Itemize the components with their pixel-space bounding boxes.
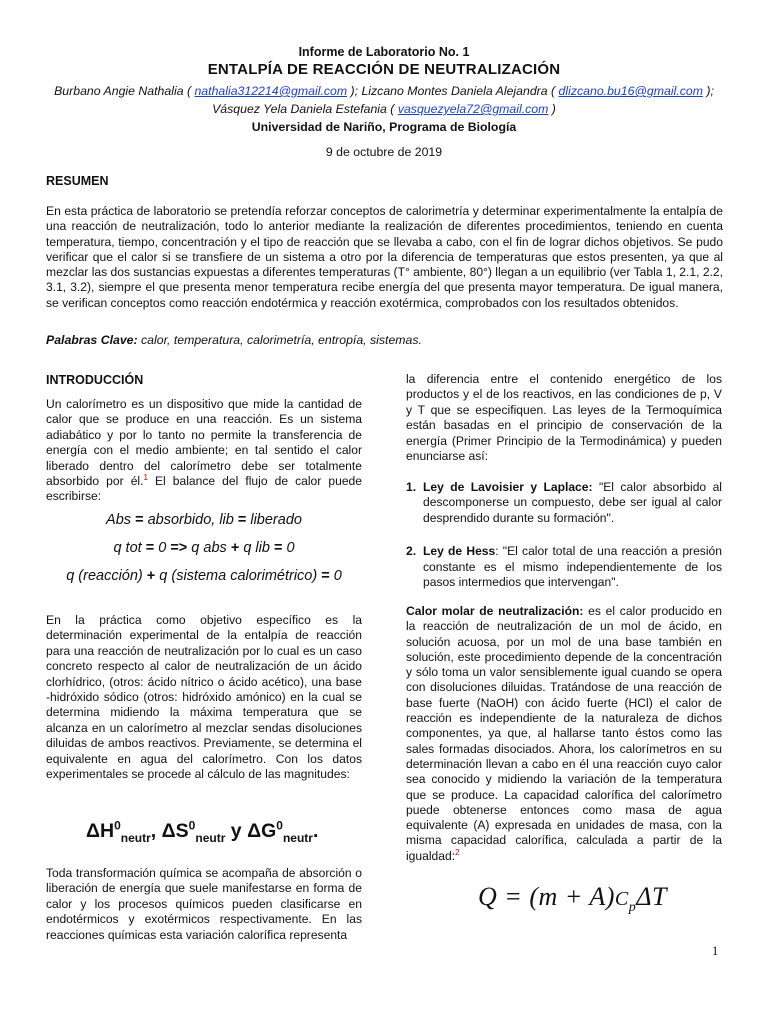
delta-h-sup: 0	[114, 818, 121, 833]
resumen-heading: RESUMEN	[46, 174, 109, 188]
eq1-term-c: liberado	[250, 512, 302, 528]
heat-formula	[478, 882, 667, 916]
formula-equals: =	[504, 882, 523, 911]
intro-paragraph-2: En la práctica como objetivo específico es la determinación experimental de la entalpía de reacción para una reacción de neutralización por lo cual es un caso concreto respecto al calor de neutralización de un ácido clorhídrico, (otros: ácido nítrico o ácido acético), una base -hidróxido sódico (otros: hidróxido amónico) en la cual se determina midiendo la máxima temperatura que se alcanza en un calorímetro al mezclar sendas disoluciones diluidas de ambos reactivos. Previamente, se determina el equivalente en agua del calorímetro. Con los datos experimentales se procede al cálculo de las magnitudes:	[46, 613, 362, 782]
eq3-term-c: 0	[333, 568, 342, 584]
formula-c: C	[614, 888, 629, 910]
author-3-email[interactable]: vasquezyela72@gmail.com	[397, 102, 549, 116]
calor-molar-label: Calor molar de neutralización:	[406, 604, 584, 618]
delta-s-sub: neutr	[195, 830, 226, 845]
eq1-operator: =	[135, 512, 144, 528]
eq2-implies: =>	[170, 540, 188, 556]
authors-line-2	[0, 102, 768, 116]
author-3-after: )	[551, 102, 556, 116]
keywords-label: Palabras Clave:	[46, 333, 138, 347]
eq2-plus: +	[230, 540, 240, 556]
right-paragraph-2	[406, 604, 722, 864]
law-item-2	[406, 544, 722, 590]
separator-1: ,	[150, 820, 157, 842]
law-1-title: Ley de Lavoisier y Laplace:	[423, 480, 593, 494]
eq2-term-d: q lib	[243, 540, 270, 556]
eq2-operator: =	[145, 540, 155, 556]
calor-molar-text: es el calor producido en la reacción de neutralización de un mol de ácido, en solución acuosa, por un mol de una base también en solución, este procedimiento depende de la concentración y sólo toma un valor sensiblemente igual cuando se opera con disoluciones diluidas. Tratándose de una reacción de base fuerte (NaOH) con ácido fuerte (HCl) el calor de reacción es independiente de la naturaleza de dichos componentes, ya que, al hallarse tanto éstos como las sales formadas disociados. Ahora, los calorímetros en su determinación llevan a cabo en él una reacción cuyo calor sea conocido y midiendo la variación de la temperatura que se produce. La capacidad calorífica del calorímetro puede obtenerse entonces como masa de agua equivalente (A) expresada en unidades de masa, con la misma capacidad calorífica, calculada a partir de la igualdad:	[406, 604, 722, 863]
affiliation: Universidad de Nariño, Programa de Biología	[251, 120, 517, 134]
equation-2	[46, 541, 362, 555]
formula-m: (m	[529, 882, 558, 911]
delta-h: ΔH	[86, 820, 115, 842]
keywords-text: calor, temperatura, calorimetría, entropía, sistemas.	[141, 333, 422, 347]
author-1-after: );	[350, 84, 359, 98]
equation-3	[46, 569, 362, 583]
intro-heading: INTRODUCCIÓN	[46, 373, 144, 387]
authors-line-1	[0, 84, 768, 98]
law-1-number: 1.	[406, 480, 417, 494]
intro-paragraph-1	[46, 397, 362, 505]
eq3-plus: +	[146, 568, 156, 584]
conjunction: y	[230, 820, 242, 842]
eq2-operator-4: =	[273, 540, 283, 556]
delta-s-sup: 0	[188, 818, 196, 833]
eq1-term-b: absorbido, lib	[147, 512, 234, 528]
formula-q: Q	[478, 882, 498, 911]
keywords	[46, 333, 422, 347]
date: 9 de octubre de 2019	[325, 145, 443, 159]
intro-p1-text: Un calorímetro es un dispositivo que mide la cantidad de calor que se produce en una reacción. Es un sistema adiabático y por lo tanto no permite la transferencia de energía con el medio ambiente; en tal sentido el calor liberado dentro del calorímetro debe ser totalmente absorbido por él.	[46, 397, 362, 489]
eq3-term-a: q (reacción)	[66, 568, 143, 584]
law-2-title: Ley de Hess	[423, 544, 496, 559]
formula-plus: +	[564, 882, 583, 911]
intro-p1-end: El balance del flujo de calor puede escribirse:	[46, 474, 362, 504]
resumen-body: En esta práctica de laboratorio se pretendía reforzar conceptos de calorimetría y determinar experimentalmente la entalpía de una reacción de neutralización, todo lo anterior mediante la realización de diferentes procedimientos, teniendo en cuenta temperatura, tiempo, concentración y el tipo de reacción que se llevaba a cabo, con el fin de lograr dichos objetivos. Se pudo verificar que el calor si se transfiere de un sistema a otro por la diferencia de temperaturas que estos presenten, ya que al mezclar las dos sustancias expuestas a diferentes temperaturas (T° ambiente, 80°) llegan a un equilibrio (ver Tabla 1, 2.1, 2.2, 3.1, 3.2), siempre el que presenta menor temperatura recibe energía del que presenta mayor temperatura. De igual manera, se verifican conceptos como reacción endotérmica y reacción exotérmica, comprobados con los resultados obtenidos.	[46, 204, 723, 310]
reference-2[interactable]: 2	[455, 847, 460, 857]
eq2-term-e: 0	[286, 540, 295, 556]
eq2-term-b: 0	[158, 540, 167, 556]
law-1-text: "El calor absorbido al descomponerse un compuesto, debe ser igual al calor desprendido durante su formación".	[423, 480, 722, 525]
law-2-number: 2.	[406, 544, 417, 559]
author-2-email[interactable]: dlizcano.bu16@gmail.com	[558, 84, 703, 98]
delta-h-sub: neutr	[120, 830, 151, 845]
law-item-1	[406, 480, 722, 526]
eq1-term-a: Abs	[106, 512, 132, 528]
law-2-text: : "El calor total de una reacción a presión constante es el mismo independientemente de los pasos intermedios que intervengan".	[423, 544, 722, 590]
formula-p: p	[628, 900, 637, 916]
intro-paragraph-3: Toda transformación química se acompaña de absorción o liberación de energía que suele manifestarse en forma de calor y los procesos químicos pueden clasificarse en endotérmicos y exotérmicos respectivamente. En las reacciones químicas esta variación calorífica representa	[46, 866, 362, 942]
author-1-name: Burbano Angie Nathalia (	[54, 84, 192, 98]
author-2-after: );	[706, 84, 714, 98]
delta-g: ΔG	[247, 820, 277, 842]
author-2-name: Lizcano Montes Daniela Alejandra (	[361, 84, 556, 98]
author-1-email[interactable]: nathalia312214@gmail.com	[194, 84, 348, 98]
thermo-magnitudes	[86, 818, 319, 845]
delta-s: ΔS	[161, 820, 189, 842]
author-3-name: Vásquez Yela Daniela Estefania (	[212, 102, 395, 116]
page-number: 1	[712, 944, 719, 958]
right-paragraph-1: la diferencia entre el contenido energético de los productos y el de los reactivos, en las condiciones de p, V y T que se especifiquen. Las leyes de la Termoquímica están basadas en el principio de conservación de la energía (Primer Principio de la Termodinámica) y pueden enunciarse así:	[406, 372, 722, 464]
reference-1[interactable]: 1	[143, 473, 148, 482]
equation-1	[46, 513, 362, 527]
paper-title: ENTALPÍA DE REACCIÓN DE NEUTRALIZACIÓN	[207, 61, 561, 78]
period: .	[312, 820, 319, 842]
report-number: Informe de Laboratorio No. 1	[298, 45, 470, 59]
eq2-term-c: q abs	[191, 540, 227, 556]
delta-g-sub: neutr	[282, 830, 313, 845]
formula-delta-t: ΔT	[636, 882, 667, 911]
eq3-term-b: q (sistema calorimétrico)	[159, 568, 318, 584]
formula-a: A)	[589, 882, 615, 911]
laws-list	[406, 480, 722, 590]
delta-g-sup: 0	[276, 818, 283, 833]
eq3-equals: =	[321, 568, 330, 584]
eq2-term-a: q tot	[113, 540, 142, 556]
eq1-operator-2: =	[237, 512, 247, 528]
